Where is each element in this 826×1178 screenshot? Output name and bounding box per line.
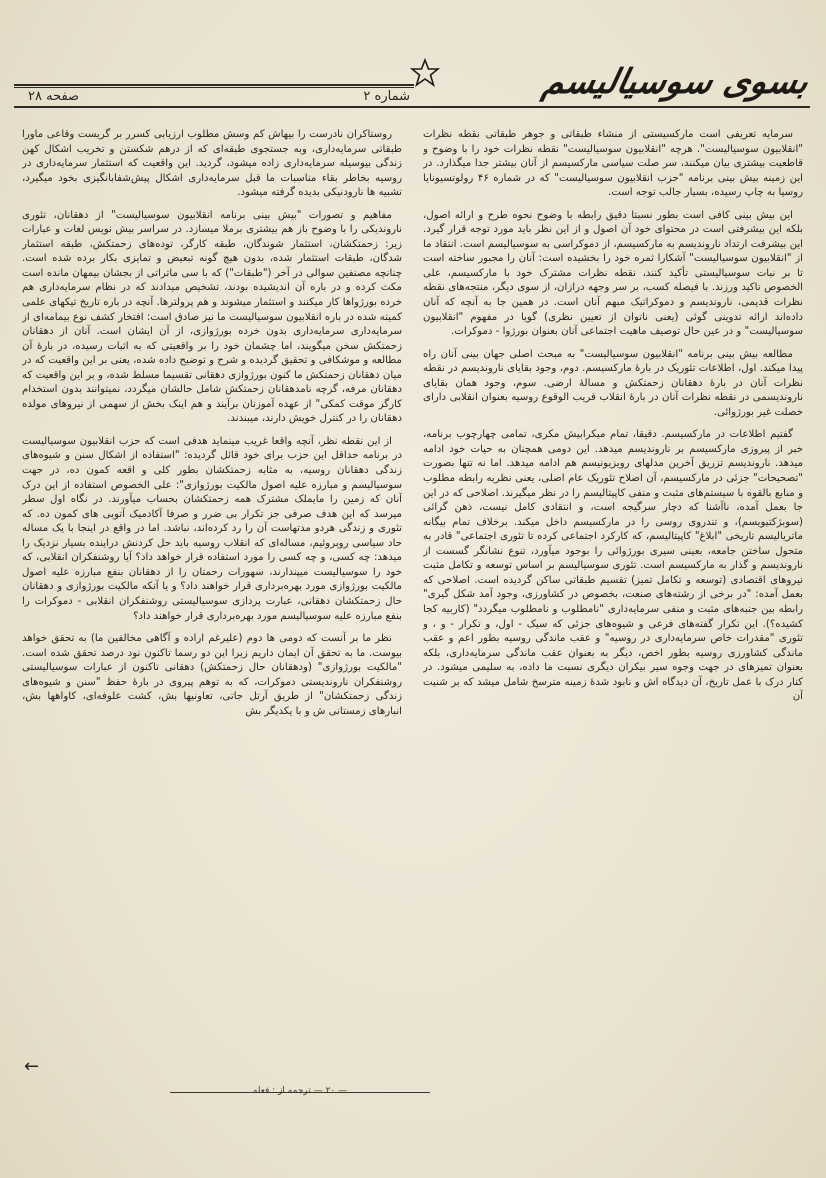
paragraph: مفاهیم و تصورات "بیش بینی برنامه انقلابیون سوسیالیست" از دهقانان، تئوری ناروندیکی را با وضوح باز هم بیشتری برملا میسازد. در سراسر بیش نویس لغات و عبارات زیر: زحمتکشان، استثمار شوندگان، طبقه کارگر، توده‌های زحمتکش، طبقه استثمار شدگان، طبقات استثمار شده، بدون هیچ گونه تبعیض و تمایزی بکار برده شده است. چنانچه مصنفین سوالی در آخر ("طبقات") که با سی ماتراتی از بجشان بیمهان مانده است مکث کرده و در باره آن اندیشیده بودند، تشخیص میدادند که در نظام سرمایه‌داری هم خرده بورژواها کار میکنند و استثمار میشوند و هم پرولترها. آنچه در باره تاریخ تیکهای علمی کمیته شده در باره انقلابیون سوسیالیست ما نیز صادق است: افتخار کشف نوع بیمامه‌ای از سرمایه‌داری سرمایه‌داری بدون خرده بورژوازی، از آن ایشان است. آنان از دهقانان زحمتکش سخن میگویند، اما چشمان خود را بر واقعیتی که به اثبات رسیده، در بارۀ آن مطالعه و موشکافی و تحقیق گردیده و شرح و توضیح داده شده، یعنی بر این واقعیت که در میان دهقانان زحمتکش ما کنون بورژوازی دهقانی تقسیما مسلط شده، و بر این واقعیت که دهقانان مرفه، گرچه نامدهقانان زحمتکش شامل حالشان میگردد، نمیتوانند بدون استخدام کارگر موقت کمکی" از عهده آموزنان برآیند و هم اینک بخش از سهمی از نیروهای مولده دهقانان را در کنترل خویش دارند، میبندند. [22, 209, 402, 425]
left-column [22, 128, 402, 1068]
paragraph: از این نقطه نظر، آنچه واقعا غریب مینماید هدفی است که حزب انقلابیون سوسیالیست در برنامه حداقل این حزب برای خود قائل گردیده: "استفاده از اشکال سنن و شیوه‌های زندگی دهقانان روسیه، به مثابه زحمتکشان بطور کلی و اقعه کمون ده، در جهت سوسیالیسم و مبارزه علیه اصول مالکیت بورژوازی": علی الخصوص استفاده از این درک آنان که زمین را مایملک مشترک همه زحمتکشان بحساب میآورند. در نگاه اول سطر میرسد که این هدف صرفی جز تکرار بی ضرر و صرفا آکادمیک آتوبی های کمون ده. که تئوری و زندگی هردو مدتهاست آن را رد کرده‌اند، نباشد. اما در واقع در اینجا با یک مساله حاد سیاسی روبروئیم، مساله‌ای که انقلاب روسیه باید حل کردنش دراینده بسیار نزدیک را میدهد: چه کسی، و چه کسی را مورد استفاده قرار خواهد داد؟ آیا روشنفکران انقلابی، که خود را سوسیالیست میپندارند، سهورات رحمتان را از دهقانان بنفع مبارزه علیه اصول مالکیت بورژوازی مورد بهره‌برداری قرار خواهند داد؟ و یا آنکه مالکیت بورژوازی و دهقانان حال زحمتکشان دهقانی، عبارت پردازی سوسیالیستی روشنفکران انقلابی - دموکرات را بنفع مبارزه علیه سوسیالیسم مورد بهره‌برداری قرار خواهند داد؟ [22, 435, 402, 622]
paragraph: سرمایه تعریفی است مارکسیستی از منشاء طبقاتی و جوهر طبقاتی نقطه نظرات "انقلابیون سوسیالیست". هرچه "انقلابیون سوسیالیست" نقطه نظرات خود را با وضوح و قاطعیت بیشتری بیان میکنند، سر صلت سیاسی مارکسیسم از آنان بیشتر جدا میگذارد. در این زمینه بیش بینی برنامه "حزب انقلابیون سوسیالیست" که در شماره ۴۶ رولوتسیونایا روسیا به چاپ رسیده، بسیار جالب توجه است. [423, 129, 803, 199]
right-column [423, 128, 803, 1068]
footer-text: — ۲۰ — ترجمه از : فعله [252, 1086, 348, 1096]
paragraph: مطالعه بیش بینی برنامه "انقلابیون سوسیالیست" به مبحث اصلی جهان بینی آنان راه پیدا میکند. اول، اطلاعات تئوریک در بارۀ مارکسیسم. دوم، وجود بقایای ناروندیسم در نقطه نظرات آنان در بارۀ دهقانان زحمتکش و مسالۀ ارضی. سوم، وجود همان بقایای ناروندیسمی در نقطه نظرات آنان در بارۀ انقلاب قریب الوقوع روسیه بعنوان انقلابی دارای خصلت غیر بورژوائی. [423, 348, 803, 418]
paragraph: روستاکران نادرست را بیهاش کم وسش مطلوب ارزیابی کسرر بر گریست وقاعی ماورا طبقاتی سرمایه‌داری، وبه جستجوی طبقه‌ای که از درهم شکستن و تخریب اشکال کهن زندگی بیوسیله سرمایه‌داری زاده میشود، گردید. این واقعیت که استثمار سرمایه‌داری در روسیه بخاطر بقاء مناسبات ما قبل سرمایه‌داری اشکال پیش‌شفابانگیزی بخود میگیرد، تشبیه ها نارودنیکی بدیده گرفته میشود. [22, 129, 402, 199]
header-rule-lower [14, 106, 810, 108]
header-rule-upper [14, 84, 414, 86]
issue-number: شماره ۲ [363, 89, 410, 104]
star-icon [410, 58, 440, 88]
page-number: صفحه ۲۸ [28, 89, 80, 104]
masthead-title: بسوی سوسیالیسم [539, 62, 813, 102]
paragraph: گفتیم اطلاعات در مارکسیسم. دقیقا، تمام میکرابیش مکری، تمامی چهارچوب برنامه، خبر از پیروزی مارکسیسم بر ناروندیسم میدهد. این دومی همچنان به حیات خود ادامه میدهد. ناروندیسم تزریق آخرین مدلهای رویزیونیسم هم ادامه میدهد. اما نه تنها بصورت "تصحیحات" جزئی در مارکسیسم، آن اصلاح تئوریک عام اصلی، یعنی نظریه رابطه مطلوب و منابع بالقوه با سیستم‌های مثبت و منفی کاپیتالیسم را در نظر میگیرند. اصلاحی که در این جا بعمل آمده، ناآشنا که دچار سرگیجه است، و انتقادی کامل نیست، ذهن گرائی (سوبژکتیویسم)، و تندروی روسی را در مارکسیسم داخل میکند. برخلاف تمام بیگانه ماتریالیسم تاریخی "ابلاغ" کاپیتالیسم، که کارکرد اجتماعی کرده تا تئوری اجتماعی" قادر به متحول ساختن جامعه، بعینی سیری بورژوائی را بوجود میآورد، تنوع نشانگر گسست از ناروندیسم و گذار به مارکسیسم است. تئوری سوسیالیسم بر اساس توسعه و تکامل مثبت نیروهای اقتصادی (توسعه و تکامل تمیز) تقسیم طبقاتی ساکن گردیده است. اصلاحی که بعمل آمده: "در برخی از رشته‌های صنعت، بخصوص در کشاورزی، وجود آمد شکل گیری" رابطه بین جنبه‌های مثبت و منفی سرمایه‌داری "نامطلوب و نامطلوب میگردد" (کاربیه کجا کشیده؟). این تکرار گفته‌های فرعی و شیوه‌های جزئی که سیک - اول، و تکرار - و ، و تئوری "مقدرات خاص سرمایه‌داری در روسیه" و عقب ماندگی روسیه بطور اعم و عقب ماندگی کشاورزی روسیه بطور اخص، دیگر به بعنوان عقب ماندگی سرمایه‌داری، بلکه بعنوان تمیز‌های در جهت وجوه سیر بیکران دیگری نسبت ما داده، به سلیمی میشود. در کنار درک با عمل تاریخ، آن دیدگاه اش و نابود شدۀ زمینه مترسخ شامل میشد که بر شنیت آن [423, 429, 803, 703]
paragraph: نظر ما بر آنست که دومی ها دوم (علیرغم اراده و آگاهی مخالفین ما) به تحقق خواهد بیوست. ما به تحقق آن ایمان داریم زیرا این دو رسما تاکنون نود درصد تحقق شده است. "مالکیت بورژوازی" (ودهقانان حال زحمتکش) دهقانی تاکنون از عبارات سوسیالیستی روشنفکران ناروندیستی دموکرات، که به توهم پیروی در بارۀ حفظ "سنن و شیوه‌های زندگی زحمتکشان" از طریق آرتل جاتی، تعاونیها بش، کشت علوفه‌ای، کاواهها بش، انبار‌های زمستانی ش و با یکدیگر بش [22, 633, 402, 717]
continue-arrow-icon: ← [24, 1056, 40, 1077]
paragraph: این بیش بینی کافی است بطور نسبتا دقیق رابطه با وضوح نحوه طرح و ارائه اصول، بلکه این بیشرفتی است در محتوای خود آن اصول و از این نظر باید مورد توجه قرار گیرد. این بیشرفت ارتداد ناروندیسم به مارکسیسم، از دموکراسی به سوسیالیسم است. انتقاد ما از "انقلابیون سوسیالیست" آشکارا ثمره خود را بخشیده است: آنان را مجبور ساخته است تا بر نبات سوسیالیستی تأکید کنند، نقطه نظرات مشترک خود با مارکسیسم، علی الخصوص تاکید ورزند. با فیصله کسب، بر سر وجهه درازان، از سوی دیگر، منتجه‌های نقطه نظرات قدیمی، ناروندیسم و دموکراتیک مبهم آنان است. در همین جا به آنچه که آنان داده‌اند ارائه تدوینی گوئی (یعنی ناتوان از تعیین نظری) گویا در مفهوم "انقلابیون سوسیالیست" و در عین حال توصیف ماهیت اجتماعی آنان بعنوان بورژوا - دموکرات. [423, 209, 803, 338]
